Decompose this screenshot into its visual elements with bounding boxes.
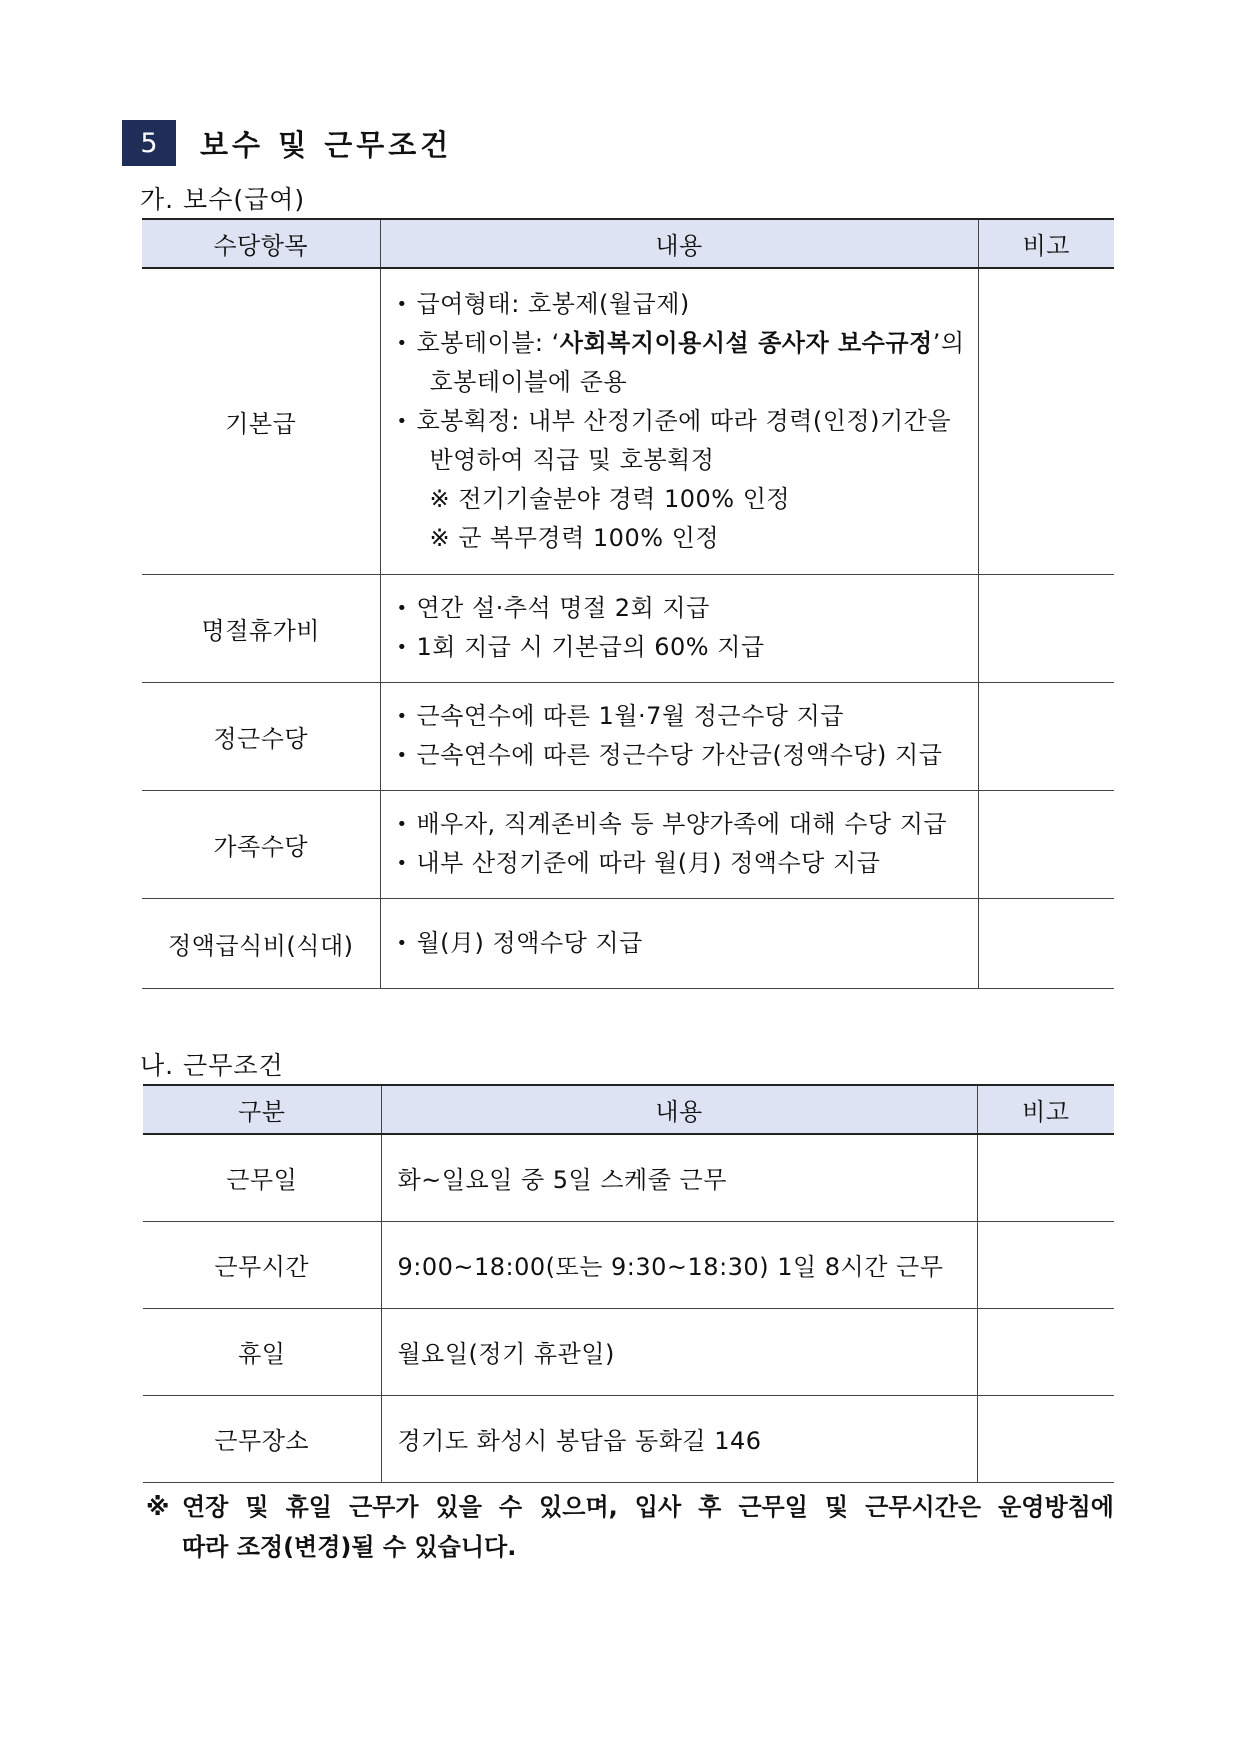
section-number-badge: 5 <box>122 120 176 166</box>
table-row <box>143 1221 1114 1308</box>
row-remark <box>978 790 1114 898</box>
bullet-icon: • <box>396 637 408 658</box>
row-label: 근무일 <box>143 1134 381 1221</box>
table-row <box>142 574 1114 682</box>
header-content: 내용 <box>381 1085 977 1134</box>
work-table-header <box>143 1085 1114 1134</box>
row-label: 명절휴가비 <box>142 574 380 682</box>
header-item: 구분 <box>143 1085 381 1134</box>
table-row <box>142 898 1114 988</box>
row-label: 정액급식비(식대) <box>142 898 380 988</box>
row-content: • 연간 설·추석 명절 2회 지급 • 1회 지급 시 기본급의 60% 지급 <box>380 574 978 682</box>
footnote-line-2: 따라 조정(변경)될 수 있습니다. <box>182 1533 517 1561</box>
reference-mark-icon: ※ <box>146 1493 170 1521</box>
work-subheading: 나. 근무조건 <box>140 1051 284 1080</box>
bullet-icon: • <box>396 853 408 874</box>
highlight-regulation: 사회복지이용시설 종사자 보수규정 <box>559 328 933 357</box>
row-content: • 근속연수에 따른 1월·7월 정근수당 지급 • 근속연수에 따른 정근수당 가산금(정액수당) 지급 <box>380 682 978 790</box>
bullet-icon: • <box>396 745 408 766</box>
row-label: 휴일 <box>143 1308 381 1395</box>
row-content: 화~일요일 중 5일 스케줄 근무 <box>381 1134 977 1221</box>
row-remark <box>978 574 1114 682</box>
row-remark <box>978 682 1114 790</box>
bullet-icon: • <box>396 814 408 835</box>
row-label: 가족수당 <box>142 790 380 898</box>
row-remark <box>977 1308 1114 1395</box>
table-row <box>142 268 1114 574</box>
row-remark <box>978 268 1114 574</box>
header-item: 수당항목 <box>142 219 380 268</box>
bullet-icon: • <box>396 706 408 727</box>
table-row <box>142 790 1114 898</box>
bullet-icon: • <box>396 598 408 619</box>
header-remark: 비고 <box>978 219 1114 268</box>
work-table <box>143 1084 1114 1483</box>
row-remark <box>978 898 1114 988</box>
section-title: 보수 및 근무조건 <box>200 127 453 162</box>
row-remark <box>977 1395 1114 1482</box>
bullet-icon: • <box>396 932 408 954</box>
row-label: 근무장소 <box>143 1395 381 1482</box>
row-content: • 급여형태: 호봉제(월급제) • 호봉테이블: ‘사회복지이용시설 종사자 보수규정’의 호봉테이블에 준용 • 호봉획정: 내부 산정기준에 따라 경력(인정)기간을 반영하여 직급 및 호봉획정 ※ 전기기술분야 경력 100% 인정 ※ 군 복무경력 100% 인정 <box>380 268 978 574</box>
note-line: ※ 전기기술분야 경력 100% 인정 <box>429 484 791 513</box>
row-content: • 월(月) 정액수당 지급 <box>380 898 978 988</box>
table-row <box>143 1308 1114 1395</box>
row-content: 월요일(정기 휴관일) <box>381 1308 977 1395</box>
row-label: 정근수당 <box>142 682 380 790</box>
section-header <box>122 120 452 166</box>
table-row <box>143 1134 1114 1221</box>
pay-table <box>142 218 1114 989</box>
header-content: 내용 <box>380 219 978 268</box>
bullet-icon: • <box>396 332 408 354</box>
pay-subheading: 가. 보수(급여) <box>140 185 306 214</box>
footnote-line-1: 연장 및 휴일 근무가 있을 수 있으며, 입사 후 근무일 및 근무시간은 운영방침에 <box>182 1493 1114 1521</box>
bullet-icon: • <box>396 410 408 432</box>
row-label: 근무시간 <box>143 1221 381 1308</box>
bullet-icon: • <box>396 293 408 315</box>
row-remark <box>977 1221 1114 1308</box>
row-content: 9:00~18:00(또는 9:30~18:30) 1일 8시간 근무 <box>381 1221 977 1308</box>
row-label: 기본급 <box>142 268 380 574</box>
row-content: • 배우자, 직계존비속 등 부양가족에 대해 수당 지급 • 내부 산정기준에 따라 월(月) 정액수당 지급 <box>380 790 978 898</box>
note-line: ※ 군 복무경력 100% 인정 <box>429 523 720 552</box>
table-row <box>143 1395 1114 1482</box>
table-row <box>142 682 1114 790</box>
row-remark <box>977 1134 1114 1221</box>
row-content: 경기도 화성시 봉담읍 동화길 146 <box>381 1395 977 1482</box>
pay-table-header <box>142 219 1114 268</box>
header-remark: 비고 <box>977 1085 1114 1134</box>
footnote <box>146 1487 1114 1567</box>
